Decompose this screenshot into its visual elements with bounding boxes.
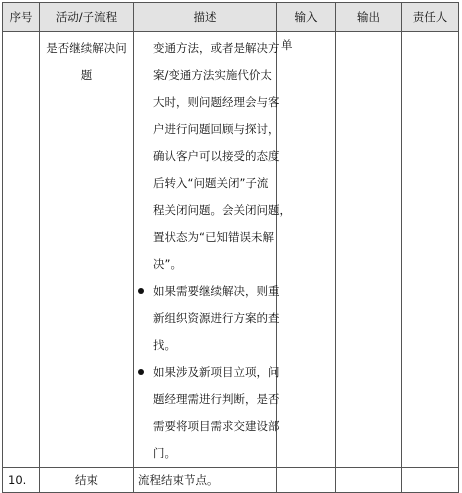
row-input <box>277 468 336 493</box>
activity-line: 题 <box>80 68 93 82</box>
header-activity: 活动/子流程 <box>40 3 134 32</box>
bullet-line: 需要将项目需求交建设部 <box>153 419 280 433</box>
bullet-dot-icon <box>138 288 144 294</box>
bullet-item <box>138 359 280 467</box>
description-line: 变通方法，或者是解决方 <box>153 41 280 55</box>
description-line: 大时，则问题经理会与客 <box>153 95 280 109</box>
bullet-line: 如果需要继续解决，则重 <box>153 284 280 298</box>
bullet-item <box>138 278 280 359</box>
row-output <box>336 32 402 468</box>
header-output: 输出 <box>336 3 402 32</box>
row-activity: 结束 <box>40 468 134 493</box>
row-activity <box>40 32 134 468</box>
description-line: 确认客户可以接受的态度 <box>153 149 280 163</box>
row-output <box>336 468 402 493</box>
description-line: 决”。 <box>153 257 182 271</box>
description-line: 案/变通方法实施代价太 <box>153 68 272 82</box>
header-input: 输入 <box>277 3 336 32</box>
header-index: 序号 <box>3 3 40 32</box>
description-line: 程关闭问题。会关闭问题， <box>153 203 291 217</box>
process-table <box>2 2 459 493</box>
row-description <box>134 32 291 468</box>
header-description: 描述 <box>134 3 277 32</box>
row-input: 单 <box>277 32 336 468</box>
row-description: 流程结束节点。 <box>134 468 277 493</box>
description-line: 户进行问题回顾与探讨， <box>153 122 280 136</box>
activity-line: 是否继续解决问 <box>46 41 127 55</box>
row-owner <box>402 468 459 493</box>
row-index: 10. <box>3 468 40 493</box>
bullet-dot-icon <box>138 369 144 375</box>
table-header-row <box>3 3 459 32</box>
row-index <box>3 32 40 468</box>
description-line: 后转入“问题关闭”子流 <box>153 176 269 190</box>
row-owner <box>402 32 459 468</box>
bullet-line: 如果涉及新项目立项，问 <box>153 365 280 379</box>
bullet-line: 找。 <box>153 338 176 352</box>
bullet-line: 新组织资源进行方案的查 <box>153 311 280 325</box>
bullet-line: 门。 <box>153 446 176 460</box>
table-row <box>3 32 459 468</box>
description-line: 置状态为“已知错误未解 <box>153 230 274 244</box>
table-row <box>3 468 459 493</box>
header-owner: 责任人 <box>402 3 459 32</box>
bullet-line: 题经理需进行判断，是否 <box>153 392 280 406</box>
